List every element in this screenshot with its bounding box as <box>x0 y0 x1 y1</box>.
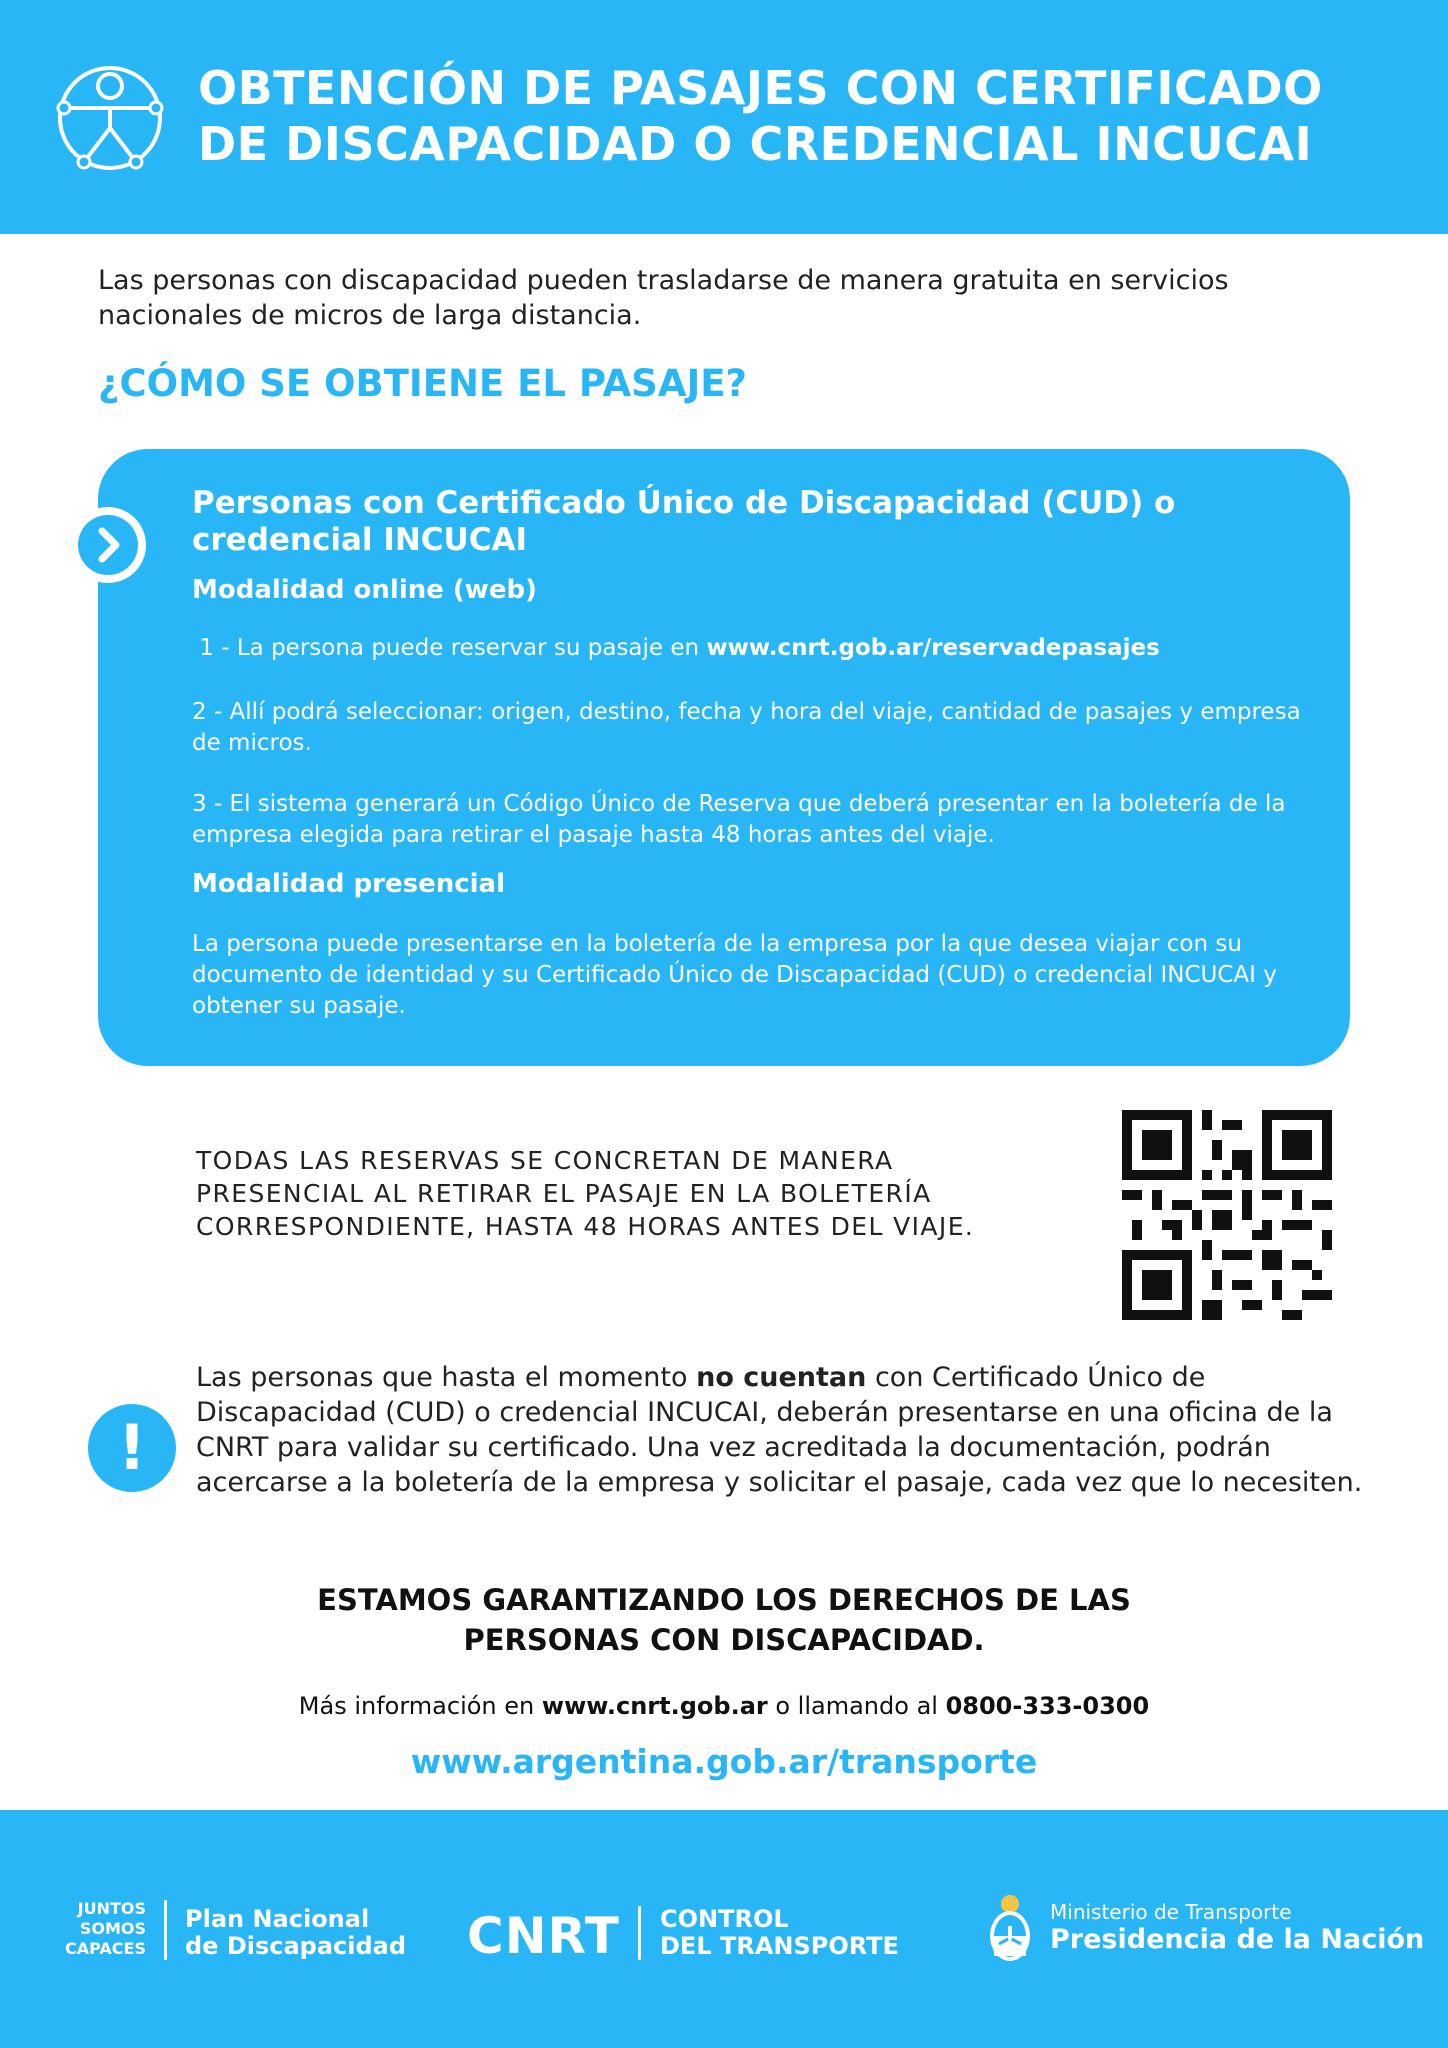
divider <box>638 1906 641 1960</box>
website-link[interactable]: www.argentina.gob.ar/transporte <box>410 1742 1038 1781</box>
juntos-somos-capaces-logo <box>30 1899 146 1959</box>
more-info <box>0 1692 1448 1720</box>
cnrt-logo: CNRT <box>467 1907 620 1965</box>
step-3: 3 - El sistema generará un Código Único de Reserva que deberá presentar en la boletería de la empresa elegida para retirar el pasaje hasta 48 horas antes del viaje. <box>192 791 1286 848</box>
presencial-text: La persona puede presentarse en la boletería de la empresa por la que desea viajar con su documento de identidad y su Certificado Único de Discapacidad (CUD) o credencial INCUCAI y obtener su pasaje. <box>192 931 1277 1019</box>
presidencia-text: Presidencia de la Nación <box>1050 1924 1425 1955</box>
guarantee-statement <box>0 1580 1448 1660</box>
guarantee-line-2: PERSONAS CON DISCAPACIDAD. <box>463 1623 985 1657</box>
footer-banner <box>0 1810 1448 2048</box>
step-2: 2 - Allí podrá seleccionar: origen, destino, fecha y hora del viaje, cantidad de pasajes y empresa de micros. <box>192 699 1301 756</box>
divider <box>164 1900 167 1960</box>
more-info-text-2: o llamando al <box>767 1692 946 1720</box>
step-1 <box>192 633 1312 664</box>
warning-emphasis: no cuentan <box>696 1362 867 1393</box>
plan-nacional-logo <box>185 1906 406 1960</box>
accessibility-person-icon <box>50 62 170 174</box>
title-line-2: DE DISCAPACIDAD O CREDENCIAL INCUCAI <box>198 117 1313 171</box>
intro-paragraph: Las personas con discapacidad pueden trasladarse de manera gratuita en servicios nacionales de micros de larga distancia. <box>98 265 1229 331</box>
qr-code-icon[interactable] <box>1122 1110 1332 1320</box>
header-banner <box>0 0 1448 234</box>
somos-text: SOMOS <box>79 1919 146 1938</box>
phone-number[interactable]: 0800-333-0300 <box>945 1692 1150 1720</box>
plan-line-1: Plan Nacional <box>185 1905 370 1933</box>
cnrt-link[interactable]: www.cnrt.gob.ar <box>541 1692 768 1720</box>
juntos-text: JUNTOS <box>77 1899 146 1918</box>
national-coat-of-arms-icon <box>985 1890 1035 1966</box>
capaces-text: CAPACES <box>65 1939 146 1958</box>
control-line-2: DEL TRANSPORTE <box>660 1932 899 1960</box>
reservations-line-1: TODAS LAS RESERVAS SE CONCRETAN DE MANERA <box>196 1146 894 1175</box>
step-1-text: 1 - La persona puede reservar su pasaje en <box>192 635 707 661</box>
warning-text-2: con Certificado Único de Discapacidad (CUD) o credencial INCUCAI, deberán presentarse en una oficina de la CNRT para validar su certificado. Una vez acreditada la documentación, podrán acercarse a la boletería de la empresa y solicitar el pasaje, cada vez que lo necesiten. <box>196 1362 1363 1498</box>
presencial-heading: Modalidad presencial <box>192 869 506 899</box>
reservations-notice <box>196 1144 1096 1243</box>
online-heading: Modalidad online (web) <box>192 575 537 605</box>
control-line-1: CONTROL <box>660 1905 789 1933</box>
reservations-line-2: PRESENCIAL AL RETIRAR EL PASAJE EN LA BOLETERÍA <box>196 1179 932 1208</box>
page-title <box>198 60 1428 172</box>
card-title: Personas con Certificado Único de Discapacidad (CUD) o credencial INCUCAI <box>192 485 1176 558</box>
ministerio-text: Ministerio de Transporte <box>1050 1900 1292 1924</box>
warning-paragraph <box>196 1360 1376 1500</box>
exclamation-icon: ! <box>88 1404 176 1492</box>
reservation-link[interactable]: www.cnrt.gob.ar/reservadepasajes <box>706 635 1160 661</box>
title-line-1: OBTENCIÓN DE PASAJES CON CERTIFICADO <box>198 61 1323 115</box>
guarantee-line-1: ESTAMOS GARANTIZANDO LOS DERECHOS DE LAS <box>317 1583 1131 1617</box>
section-heading: ¿CÓMO SE OBTIENE EL PASAJE? <box>98 362 747 405</box>
reservations-line-3: CORRESPONDIENTE, HASTA 48 HORAS ANTES DEL VIAJE. <box>196 1212 975 1241</box>
control-transporte-logo <box>660 1906 899 1960</box>
chevron-right-icon <box>70 507 146 583</box>
warning-text-1: Las personas que hasta el momento <box>196 1362 697 1393</box>
instructions-card <box>98 449 1350 1066</box>
plan-line-2: de Discapacidad <box>185 1932 407 1960</box>
more-info-text: Más información en <box>298 1692 542 1720</box>
